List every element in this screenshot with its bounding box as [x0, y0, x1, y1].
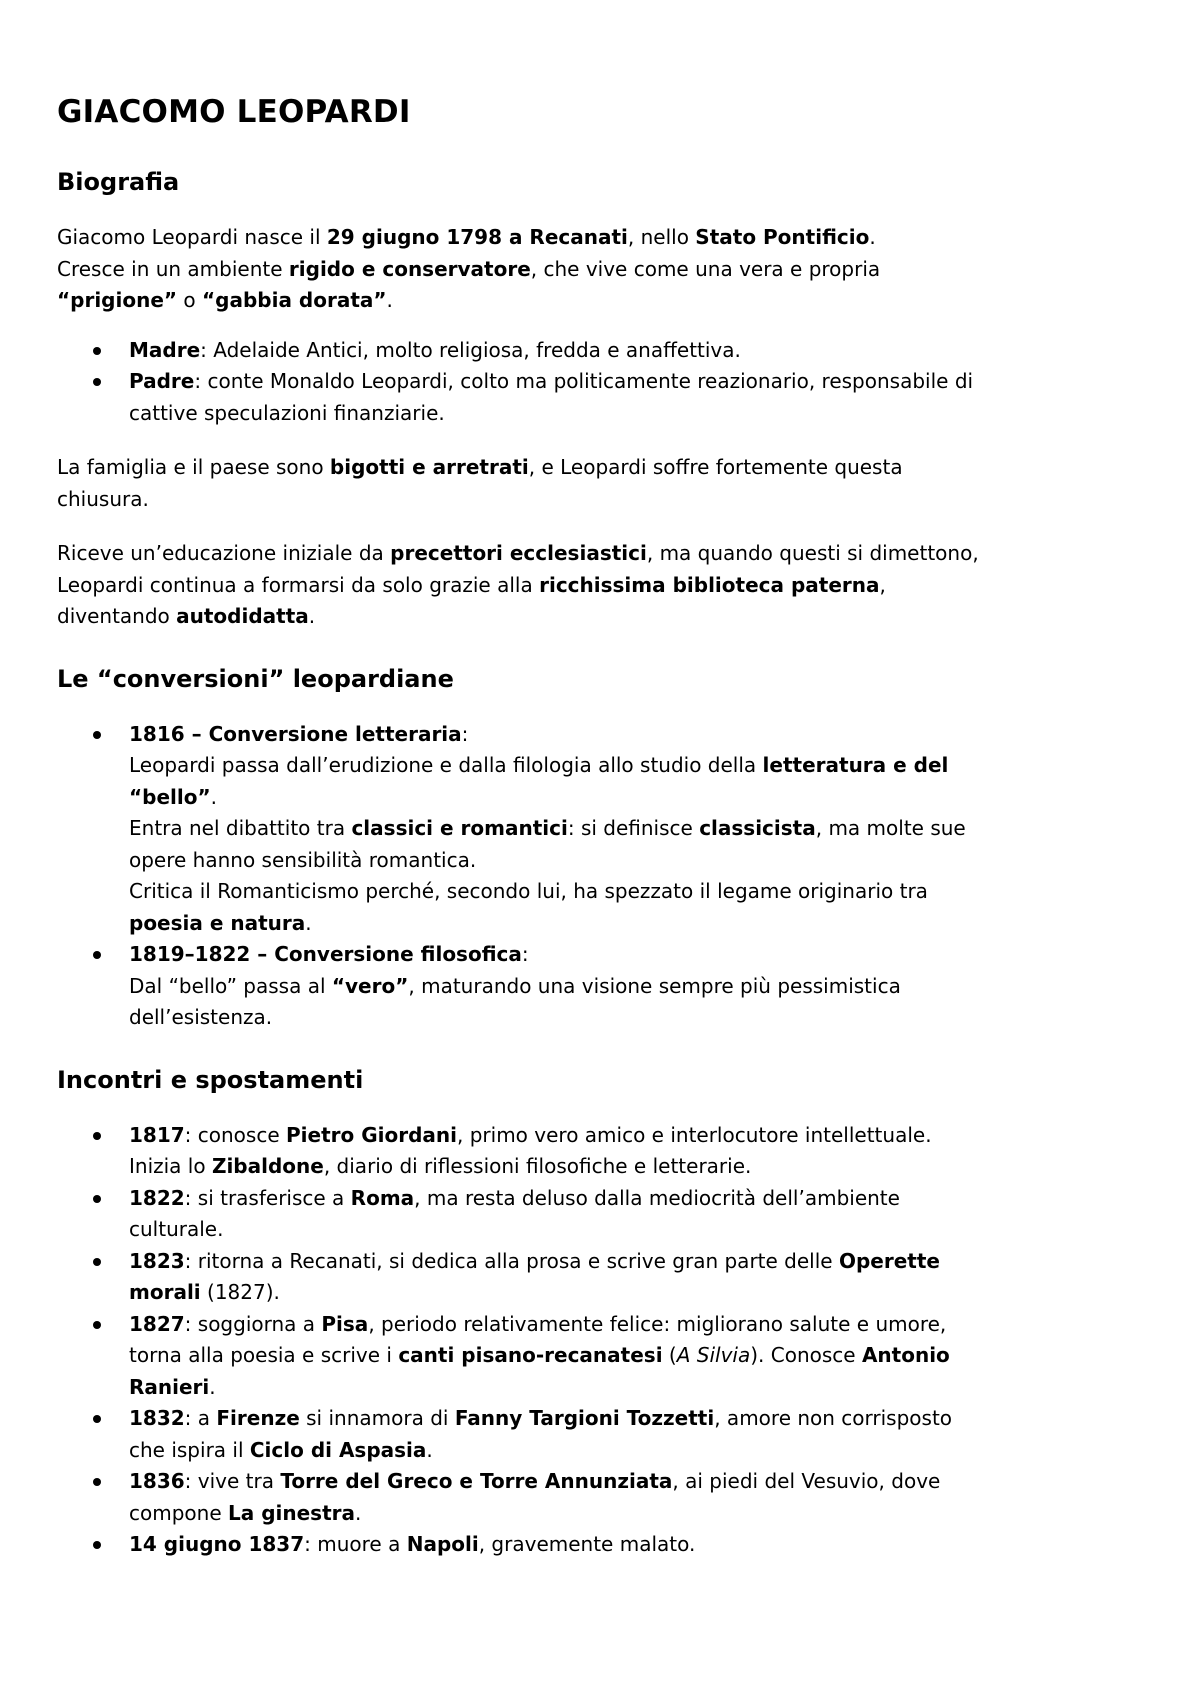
- bold-text: 14 giugno 1837: [129, 1532, 305, 1556]
- bold-text: Ciclo di Aspasia: [249, 1437, 427, 1462]
- bold-text: “vero”: [331, 973, 409, 998]
- text-line: [129, 1529, 1147, 1561]
- text-segment: , primo vero amico e interlocutore intellettuale.: [457, 1122, 932, 1147]
- text-segment: chiusura.: [57, 486, 149, 511]
- paragraph-famiglia: [57, 452, 1147, 515]
- text-segment: torna alla poesia e scrive i: [129, 1343, 399, 1367]
- text-line: [129, 366, 1147, 398]
- text-segment: : Adelaide Antici, molto religiosa, fredda e anaffettiva.: [200, 337, 741, 362]
- text-segment: Dal “bello” passa al: [129, 973, 332, 998]
- section-heading-biografia: Biografia: [57, 168, 180, 196]
- bold-text: Antonio: [861, 1343, 950, 1367]
- bold-text: Operette: [838, 1248, 940, 1273]
- text-line: [57, 285, 1147, 317]
- text-line: [57, 484, 1147, 516]
- text-segment: cattive speculazioni finanziarie.: [129, 400, 445, 425]
- text-line: [129, 1466, 1147, 1498]
- text-segment: , ma quando questi si dimettono,: [646, 541, 979, 565]
- bold-text: precettori ecclesiastici: [390, 541, 647, 565]
- text-segment: Cresce in un ambiente: [57, 256, 289, 281]
- text-segment: Riceve un’educazione iniziale da: [57, 541, 391, 565]
- bold-text: 1827: [129, 1311, 185, 1336]
- text-segment: La famiglia e il paese sono: [57, 455, 330, 479]
- bold-text: 1822: [129, 1185, 185, 1210]
- bullet-icon: [93, 731, 101, 739]
- text-line: [129, 1435, 1147, 1467]
- text-segment: .: [210, 784, 217, 809]
- bold-text: Fanny Targioni Tozzetti: [454, 1406, 715, 1430]
- text-segment: , gravemente malato.: [478, 1532, 696, 1556]
- list-item: [57, 1183, 1147, 1246]
- text-line: [57, 538, 1147, 570]
- bullet-icon: [93, 347, 101, 355]
- text-line: [129, 719, 1147, 751]
- bold-text: Napoli: [406, 1532, 479, 1556]
- text-line: [57, 601, 1147, 633]
- text-segment: o: [177, 288, 202, 312]
- text-segment: , maturando una visione sempre più pessimistica: [408, 973, 901, 998]
- text-segment: Leopardi passa dall’erudizione e dalla filologia allo studio della: [129, 753, 763, 777]
- text-line: [129, 1183, 1147, 1215]
- bold-text: classici e romantici: [351, 816, 568, 840]
- bold-text: Torre del Greco e Torre Annunziata: [280, 1469, 673, 1493]
- paragraph-nascita: [57, 222, 1147, 317]
- text-segment: culturale.: [129, 1217, 224, 1241]
- list-conversioni: [57, 719, 1147, 1034]
- list-item: [57, 1466, 1147, 1529]
- text-line: [129, 335, 1147, 367]
- list-incontri: [57, 1120, 1147, 1561]
- bold-text: “bello”: [129, 784, 211, 809]
- bold-text: 1819–1822 – Conversione filosofica: [129, 942, 522, 966]
- bold-text: 1823: [129, 1248, 185, 1273]
- text-segment: .: [426, 1437, 433, 1462]
- bold-text: autodidatta: [176, 604, 309, 628]
- text-line: [129, 908, 1147, 940]
- text-line: [129, 876, 1147, 908]
- text-line: [129, 939, 1147, 971]
- text-segment: Leopardi continua a formarsi da solo grazie alla: [57, 572, 540, 597]
- text-line: [129, 1214, 1147, 1246]
- bullet-icon: [93, 1132, 101, 1140]
- bold-text: 1832: [129, 1406, 185, 1430]
- text-line: [129, 971, 1147, 1003]
- bullet-icon: [93, 951, 101, 959]
- text-segment: , amore non corrisposto: [714, 1406, 953, 1430]
- bold-text: Madre: [129, 337, 201, 362]
- bold-text: classicista: [699, 816, 816, 840]
- text-segment: , ai piedi del Vesuvio, dove: [672, 1469, 941, 1493]
- text-segment: che ispira il: [129, 1437, 250, 1462]
- text-segment: : soggiorna a: [184, 1311, 322, 1336]
- text-segment: .: [869, 225, 876, 249]
- text-segment: (1827).: [200, 1280, 280, 1304]
- text-line: [129, 1309, 1147, 1341]
- text-line: [57, 254, 1147, 286]
- text-segment: : si definisce: [567, 816, 700, 840]
- text-segment: :: [521, 942, 529, 966]
- bullet-icon: [93, 1258, 101, 1266]
- text-segment: , periodo relativamente felice: migliorano salute e umore,: [368, 1311, 947, 1336]
- list-item: [57, 939, 1147, 1034]
- text-segment: : vive tra: [184, 1469, 281, 1493]
- text-line: [57, 452, 1147, 484]
- text-segment: Critica il Romanticismo perché, secondo lui, ha spezzato il legame originario tra: [129, 879, 928, 903]
- text-segment: Inizia lo: [129, 1154, 212, 1178]
- text-segment: .: [209, 1374, 216, 1399]
- bullet-icon: [93, 1195, 101, 1203]
- text-line: [129, 1246, 1147, 1278]
- list-item: [57, 1529, 1147, 1561]
- text-segment: , che vive come una vera e propria: [530, 256, 881, 281]
- section-heading-conversioni: Le “conversioni” leopardiane: [57, 664, 454, 693]
- bold-text: Padre: [129, 369, 195, 393]
- list-item: [57, 1309, 1147, 1404]
- text-segment: Entra nel dibattito tra: [129, 816, 352, 840]
- text-segment: , diario di riflessioni filosofiche e letterarie.: [323, 1154, 752, 1178]
- bold-text: rigido e conservatore: [288, 256, 531, 281]
- text-segment: si innamora di: [299, 1406, 455, 1430]
- bold-text: ricchissima biblioteca paterna: [539, 572, 880, 597]
- bold-text: La ginestra: [227, 1500, 355, 1525]
- text-segment: diventando: [57, 604, 177, 628]
- list-item: [57, 366, 1147, 429]
- document-title: GIACOMO LEOPARDI: [57, 94, 411, 130]
- bold-text: Stato Pontificio: [695, 225, 870, 249]
- bold-text: 1817: [129, 1122, 185, 1147]
- bold-text: morali: [129, 1280, 201, 1304]
- document-page: [57, 92, 1147, 1584]
- text-line: [129, 845, 1147, 877]
- text-segment: .: [305, 910, 312, 935]
- text-segment: Giacomo Leopardi nasce il: [57, 225, 327, 249]
- text-segment: , nello: [627, 225, 696, 249]
- text-segment: :: [461, 721, 469, 746]
- text-line: [57, 222, 1147, 254]
- bold-text: Roma: [350, 1185, 415, 1210]
- text-line: [129, 1498, 1147, 1530]
- text-segment: : muore a: [304, 1532, 407, 1556]
- text-line: [129, 1340, 1147, 1372]
- text-segment: .: [386, 288, 393, 312]
- text-line: [129, 782, 1147, 814]
- bold-text: 1816 – Conversione letteraria: [129, 721, 462, 746]
- text-line: [129, 1372, 1147, 1404]
- text-segment: : ritorna a Recanati, si dedica alla prosa e scrive gran parte delle: [184, 1248, 839, 1273]
- text-line: [57, 570, 1147, 602]
- text-segment: ). Conosce: [750, 1343, 862, 1367]
- text-line: [129, 1120, 1147, 1152]
- list-item: [57, 719, 1147, 940]
- bold-text: letteratura e del: [762, 753, 949, 777]
- list-item: [57, 1246, 1147, 1309]
- list-item: [57, 1403, 1147, 1466]
- text-segment: (: [662, 1343, 677, 1367]
- text-segment: : a: [184, 1406, 217, 1430]
- text-segment: dell’esistenza.: [129, 1005, 273, 1029]
- text-segment: ,: [879, 572, 886, 597]
- bullet-icon: [93, 378, 101, 386]
- text-segment: opere hanno sensibilità romantica.: [129, 847, 477, 872]
- text-line: [129, 1151, 1147, 1183]
- bullet-icon: [93, 1321, 101, 1329]
- text-segment: : si trasferisce a: [184, 1185, 351, 1210]
- bold-text: 29 giugno 1798 a Recanati: [326, 225, 628, 249]
- text-segment: , e Leopardi soffre fortemente questa: [528, 455, 903, 479]
- bullet-icon: [93, 1541, 101, 1549]
- bullet-icon: [93, 1478, 101, 1486]
- bold-text: poesia e natura: [129, 910, 306, 935]
- list-genitori: [57, 335, 1147, 430]
- list-item: [57, 335, 1147, 367]
- bold-text: Firenze: [216, 1406, 300, 1430]
- text-segment: : conte Monaldo Leopardi, colto ma politicamente reazionario, responsabile di: [194, 369, 974, 393]
- bold-text: 1836: [129, 1469, 185, 1493]
- text-line: [129, 1277, 1147, 1309]
- text-segment: .: [355, 1500, 362, 1525]
- section-heading-incontri: Incontri e spostamenti: [57, 1065, 364, 1094]
- list-item: [57, 1120, 1147, 1183]
- text-segment: : conosce: [184, 1122, 286, 1147]
- italic-text: A Silvia: [676, 1343, 751, 1367]
- paragraph-educazione: [57, 538, 1147, 633]
- bold-text: “prigione”: [57, 288, 178, 312]
- text-segment: , ma resta deluso dalla mediocrità dell’ambiente: [414, 1185, 900, 1210]
- bold-text: bigotti e arretrati: [329, 455, 529, 479]
- bold-text: “gabbia dorata”: [202, 288, 387, 312]
- text-line: [129, 1002, 1147, 1034]
- text-segment: compone: [129, 1500, 228, 1525]
- bold-text: canti pisano-recanatesi: [398, 1343, 663, 1367]
- text-line: [129, 750, 1147, 782]
- text-segment: .: [308, 604, 316, 628]
- text-line: [129, 1403, 1147, 1435]
- bold-text: Pisa: [321, 1311, 369, 1336]
- bold-text: Zibaldone: [211, 1154, 324, 1178]
- text-segment: , ma molte sue: [815, 816, 966, 840]
- text-line: [129, 813, 1147, 845]
- bullet-icon: [93, 1415, 101, 1423]
- bold-text: Ranieri: [129, 1374, 210, 1399]
- text-line: [129, 398, 1147, 430]
- bold-text: Pietro Giordani: [286, 1122, 457, 1147]
